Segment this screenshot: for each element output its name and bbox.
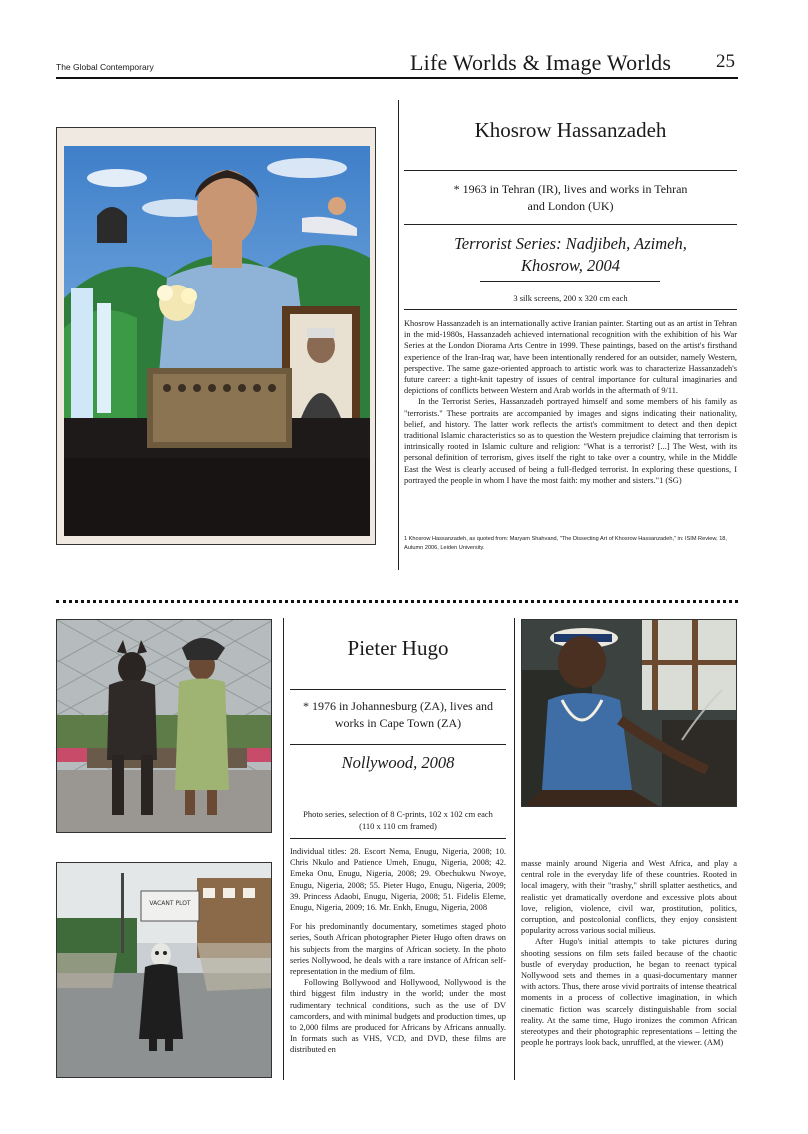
footnote: 1 Khosrow Hassanzadeh, as quoted from: Maryam Shahvand, "The Dissecting Art of Khosrow Hassanzadeh," in: ISIM Review, 18, Autumn 2006, Leiden University. <box>404 536 727 551</box>
artwork-illustration <box>57 128 376 545</box>
photo-illustration <box>522 620 737 807</box>
technique-hassanzadeh: 3 silk screens, 200 x 320 cm each <box>513 293 628 303</box>
work-title-terrorist-series: Terrorist Series: Nadjibeh, Azimeh, Khosrow, 2004 <box>454 234 687 275</box>
article-text-hugo-col2 <box>521 858 737 1048</box>
page-number: 25 <box>716 51 735 72</box>
divider-short <box>480 281 660 282</box>
divider <box>290 838 506 839</box>
technique-hugo: Photo series, selection of 8 C-prints, 102 x 102 cm each (110 x 110 cm framed) <box>303 809 493 831</box>
artist-bio-hassanzadeh: * 1963 in Tehran (IR), lives and works in Tehran and London (UK) <box>453 182 688 213</box>
article-text-hugo-col1 <box>290 846 506 1056</box>
divider <box>404 170 737 171</box>
paragraph: In the Terrorist Series, Hassanzadeh portrayed himself and some members of his family as "terrorists." These portraits are accompanied by images and signs indicating their nationality, belief, and history. The latter work reflects the artist's commitment to detect and then depict traditional Islamic characteristics so as to question the Western prejudice claiming that terrorism is intrinsically rooted in Islamic culture and religion: "What is a terrorist? [...] The West, with its personal definition of terrorism, gives itself the right to take over a country, while in the Middle East the West is clearly accused of being a full-fledged terrorist. In exploring these questions, I portrayed the people in whom I have the most faith: my mother and sisters."1 (SG) <box>404 397 737 485</box>
header-rule <box>56 77 738 79</box>
paragraph: masse mainly around Nigeria and West Africa, and play a central role in the everyday life of these countries. Rooted in local imagery, with their "trashy," shrill splatter aesthetics, and realistic yet dramatically overdone and excessive plots about love, religion, violence, civil war, prostitution, politics, corruption, and postcolonial conflicts, they enjoy consistent popularity across various social milieus. <box>521 859 737 936</box>
column-rule <box>283 618 284 1080</box>
photo-nollywood-woman-sailor-hat <box>521 619 737 807</box>
article-text-hassanzadeh <box>404 318 737 486</box>
divider <box>404 224 737 225</box>
artwork-image-terrorist-series <box>56 127 376 545</box>
section-separator <box>56 600 738 603</box>
running-header-series: The Global Contemporary <box>56 62 154 72</box>
divider <box>404 309 737 310</box>
running-header-title: Life Worlds & Image Worlds <box>410 50 672 75</box>
divider <box>290 689 506 690</box>
divider <box>290 744 506 745</box>
photo-illustration <box>57 863 272 1078</box>
sign-text: VACANT PLOT <box>149 900 191 907</box>
artist-bio-hugo: * 1976 in Johannesburg (ZA), lives and works in Cape Town (ZA) <box>302 699 494 730</box>
artist-name-hugo: Pieter Hugo <box>347 636 449 660</box>
photo-illustration <box>57 620 272 833</box>
paragraph: Individual titles: 28. Escort Nema, Enugu, Nigeria, 2008; 10. Chris Nkulo and Patience Umeh, Enugu, Nigeria, 2008; 42. Emeka Onu, Enugu, Nigeria, 2008; 29. Obechukwu Nwoye, Enugu, Nigeria, 2008; 55. Pieter Hugo, Enugu, Nigeria, 2009; 39. Princess Adaobi, Enugu, Nigeria, 2008; 51. Fidelis Eleme, Enugu, Nigeria, 2009; 16. Mr. Enkh, Enugu, Nigeria, 2008 <box>290 847 506 913</box>
photo-nollywood-street-figure <box>56 862 272 1078</box>
paragraph: Following Bollywood and Hollywood, Nollywood is the third biggest film industry in the world; under the most rudimentary technical conditions, such as the use of DV camcorders, and with minimal budgets and production times, up to 2,000 films are produced for Africans by Africans annually. In formats such as VHS, VCD, and DVD, these films are distributed en <box>290 978 506 1055</box>
paragraph: After Hugo's initial attempts to take pictures during shooting sessions on film sets failed because of the chaotic bustle of everyday production, he began to reenact typical Nollywood sets and themes in a quasi-documentary manner with actors. Thus, there arose vivid portraits of intense theatrical moments in a process of collective imagination, in which cinematic fiction was scarcely distinguishable from social reality. At the same time, Hugo ironizes the common African stereotypes and their photographic representations – letting the people he portrays look back, unruffled, at the viewer. (AM) <box>521 937 737 1048</box>
column-rule <box>398 100 399 570</box>
photo-nollywood-seated-couple <box>56 619 272 833</box>
column-rule <box>514 618 515 1080</box>
paragraph: For his predominantly documentary, sometimes staged photo series, South African photographer Pieter Hugo often draws on his subjects from the margins of African society. In the photo series Nollywood, he deals with a rare instance of African self-representation in the medium of film. <box>290 922 506 977</box>
paragraph: Khosrow Hassanzadeh is an internationally active Iranian painter. Starting out as an artist in Tehran in the mid-1980s, Hassanzadeh achieved international recognition with the exhibition of his War Series at the London Diorama Arts Centre in 1999. These paintings, based on the artist's firsthand experience of the Iran-Iraq war, have been intentionally rendered for an outsider, namely Western, perspective. The same gaze-oriented approach to artistic work was to characterize Hassanzadeh's future career: a tight-knit tapestry of issues of central importance for cultural imaginaries and depictions of conflicts between Western and Arab worlds in the aftermath of 9/11. <box>404 319 737 396</box>
artist-name-hassanzadeh: Khosrow Hassanzadeh <box>474 118 667 142</box>
work-title-nollywood: Nollywood, 2008 <box>341 753 455 772</box>
